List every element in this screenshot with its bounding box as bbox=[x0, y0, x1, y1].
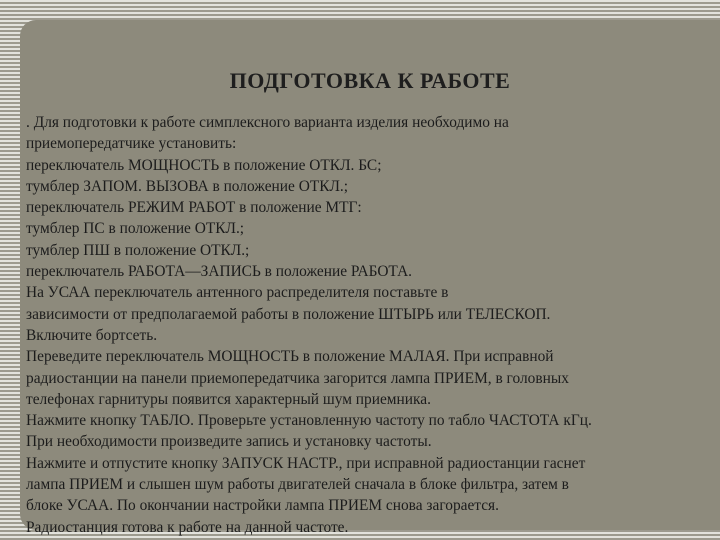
body-line: переключатель РЕЖИМ РАБОТ в положение МТГ: bbox=[26, 199, 362, 217]
body-line: тумблер ПС в положение ОТКЛ.; bbox=[26, 220, 245, 238]
body-line: . Для подготовки к работе симплексного варианта изделия необходимо на bbox=[26, 114, 509, 131]
slide-body bbox=[26, 112, 720, 538]
body-line: тумблер ПШ в положение ОТКЛ.; bbox=[26, 241, 250, 259]
body-line: переключатель МОЩНОСТЬ в положение ОТКЛ. БС; bbox=[26, 156, 382, 174]
body-line: лампа ПРИЕМ и слышен шум работы двигателей сначала в блоке фильтра, затем в bbox=[26, 476, 569, 494]
body-line: На УСАА переключатель антенного распределителя поставьте в bbox=[26, 284, 449, 302]
body-line: Нажмите и отпустите кнопку ЗАПУСК НАСТР., при исправной радиостанции гаснет bbox=[26, 454, 586, 472]
body-line: Включите бортсеть. bbox=[26, 326, 158, 344]
slide-title: ПОДГОТОВКА К РАБОТЕ bbox=[229, 68, 511, 93]
body-line: тумблер ЗАПОМ. ВЫЗОВА в положение ОТКЛ.; bbox=[26, 177, 349, 195]
body-line: Нажмите кнопку ТАБЛО. Проверьте установленную частоту по табло ЧАСТОТА кГц. bbox=[26, 412, 592, 430]
body-line: Переведите переключатель МОЩНОСТЬ в положение МАЛАЯ. При исправной bbox=[26, 348, 554, 366]
body-line: При необходимости произведите запись и установку частоты. bbox=[26, 433, 432, 451]
body-line: телефонах гарнитуры появится характерный шум приемника. bbox=[26, 390, 431, 408]
body-line: Радиостанция готова к работе на данной частоте. bbox=[26, 518, 349, 536]
body-line: радиостанции на панели приемопередатчика загорится лампа ПРИЕМ, в головных bbox=[26, 369, 569, 387]
body-line: блоке УСАА. По окончании настройки лампа ПРИЕМ снова загорается. bbox=[26, 497, 499, 515]
body-line: переключатель РАБОТА—ЗАПИСЬ в положение РАБОТА. bbox=[26, 263, 413, 281]
slide-panel bbox=[20, 20, 720, 536]
body-line: приемопередатчике установить: bbox=[26, 135, 237, 153]
body-line: зависимости от предполагаемой работы в положение ШТЫРЬ или ТЕЛЕСКОП. bbox=[26, 305, 551, 323]
